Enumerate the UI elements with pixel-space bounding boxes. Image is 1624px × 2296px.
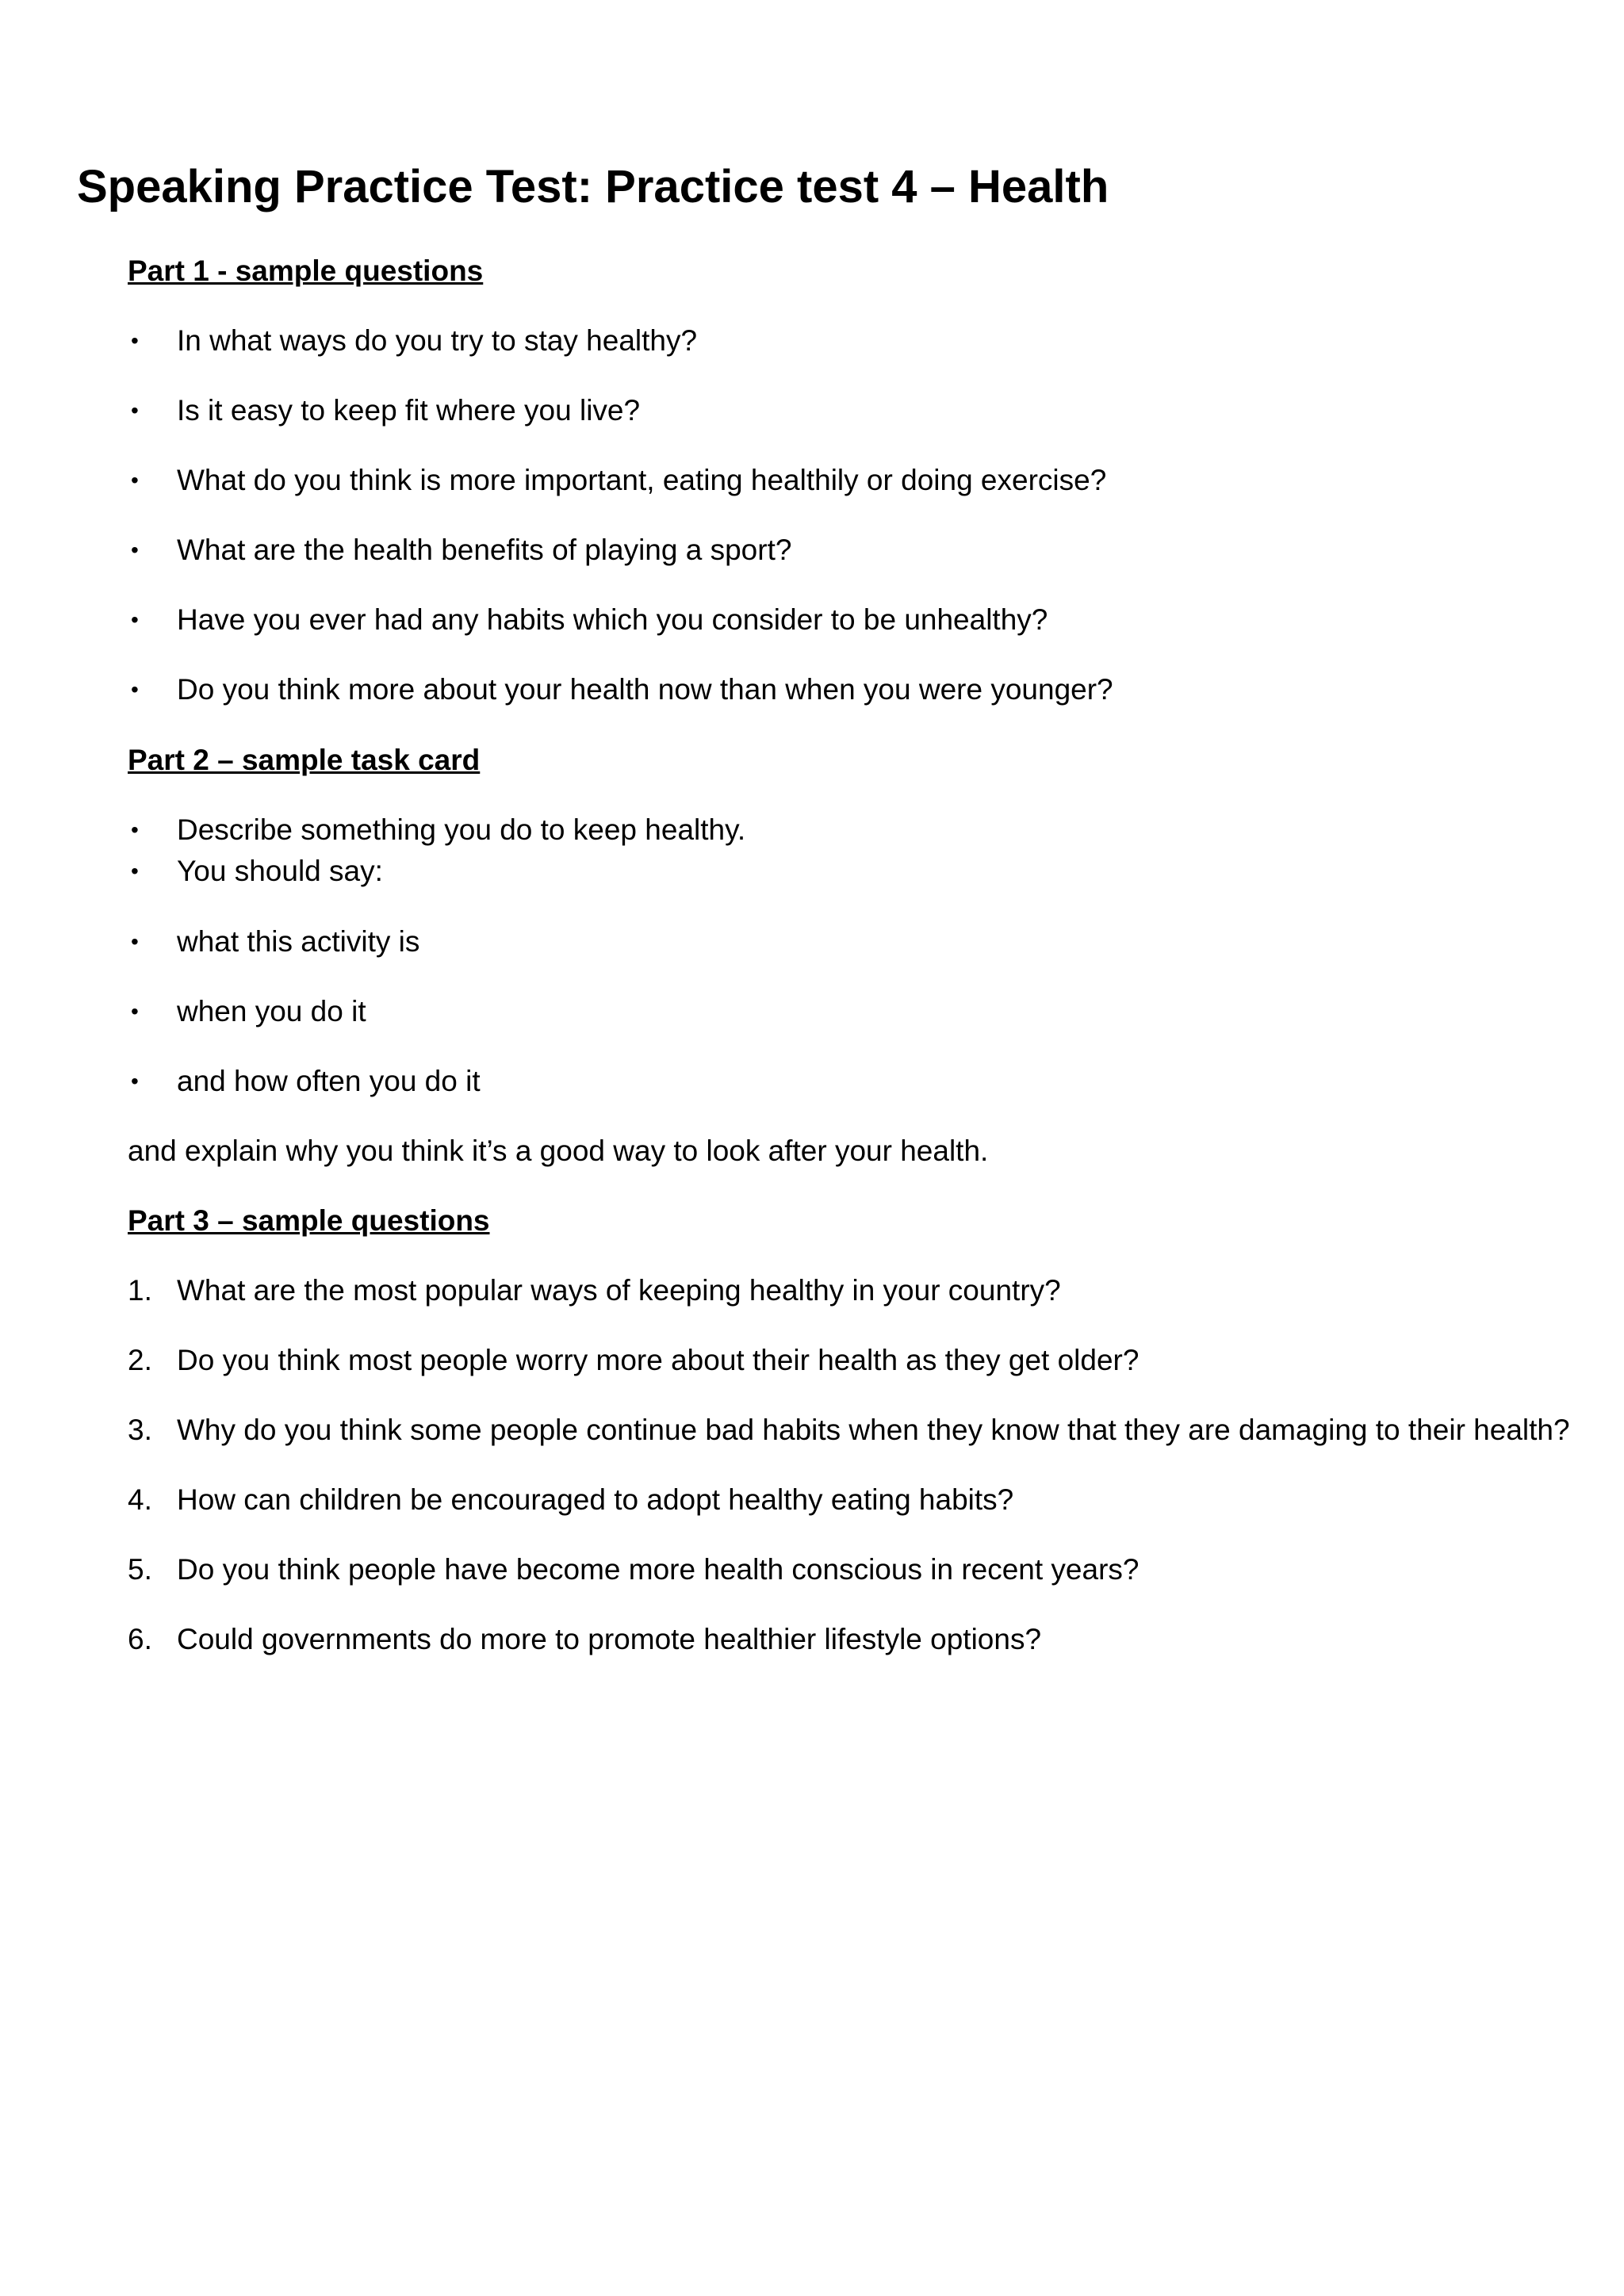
bullet-marker: • bbox=[131, 999, 139, 1024]
question-text: Have you ever had any habits which you consider to be unhealthy? bbox=[177, 603, 1048, 636]
task-text: You should say: bbox=[177, 855, 383, 887]
bullet-marker: • bbox=[131, 817, 139, 842]
part2-heading: Part 2 – sample task card bbox=[128, 744, 481, 776]
question-text: Could governments do more to promote healthier lifestyle options? bbox=[177, 1623, 1042, 1655]
bullet-marker: • bbox=[131, 1069, 139, 1093]
question-text: What are the health benefits of playing a sport? bbox=[177, 534, 792, 566]
part1-heading: Part 1 - sample questions bbox=[128, 254, 484, 287]
bullet-marker: • bbox=[131, 398, 139, 423]
document-title: Speaking Practice Test: Practice test 4 – Health bbox=[77, 161, 1109, 212]
question-text: In what ways do you try to stay healthy? bbox=[177, 324, 698, 357]
bullet-marker: • bbox=[131, 607, 139, 632]
question-text: Is it easy to keep fit where you live? bbox=[177, 394, 641, 427]
question-text: What do you think is more important, eating healthily or doing exercise? bbox=[177, 464, 1107, 496]
question-text: Do you think most people worry more about their health as they get older? bbox=[177, 1344, 1139, 1376]
bullet-marker: • bbox=[131, 538, 139, 562]
bullet-marker: • bbox=[131, 859, 139, 883]
bullet-marker: • bbox=[131, 677, 139, 702]
question-text: How can children be encouraged to adopt healthy eating habits? bbox=[177, 1483, 1014, 1516]
question-number: 5. bbox=[128, 1553, 152, 1586]
bullet-marker: • bbox=[131, 929, 139, 954]
prompt-text: and how often you do it bbox=[177, 1065, 481, 1097]
question-text: Do you think people have become more health conscious in recent years? bbox=[177, 1553, 1139, 1586]
question-text: What are the most popular ways of keeping healthy in your country? bbox=[177, 1274, 1061, 1307]
question-number: 4. bbox=[128, 1483, 152, 1516]
task-text: Describe something you do to keep healthy. bbox=[177, 813, 746, 846]
question-text: Do you think more about your health now than when you were younger? bbox=[177, 673, 1113, 706]
question-number: 3. bbox=[128, 1414, 152, 1446]
bullet-marker: • bbox=[131, 468, 139, 492]
question-number: 1. bbox=[128, 1274, 152, 1307]
question-number: 2. bbox=[128, 1344, 152, 1376]
part3-heading: Part 3 – sample questions bbox=[128, 1204, 490, 1237]
bullet-marker: • bbox=[131, 328, 139, 353]
prompt-text: what this activity is bbox=[177, 925, 420, 958]
question-number: 6. bbox=[128, 1623, 152, 1655]
part2-closing: and explain why you think it’s a good way to look after your health. bbox=[128, 1135, 989, 1167]
question-text: Why do you think some people continue bad habits when they know that they are damaging to their health? bbox=[177, 1414, 1570, 1446]
prompt-text: when you do it bbox=[177, 995, 366, 1027]
